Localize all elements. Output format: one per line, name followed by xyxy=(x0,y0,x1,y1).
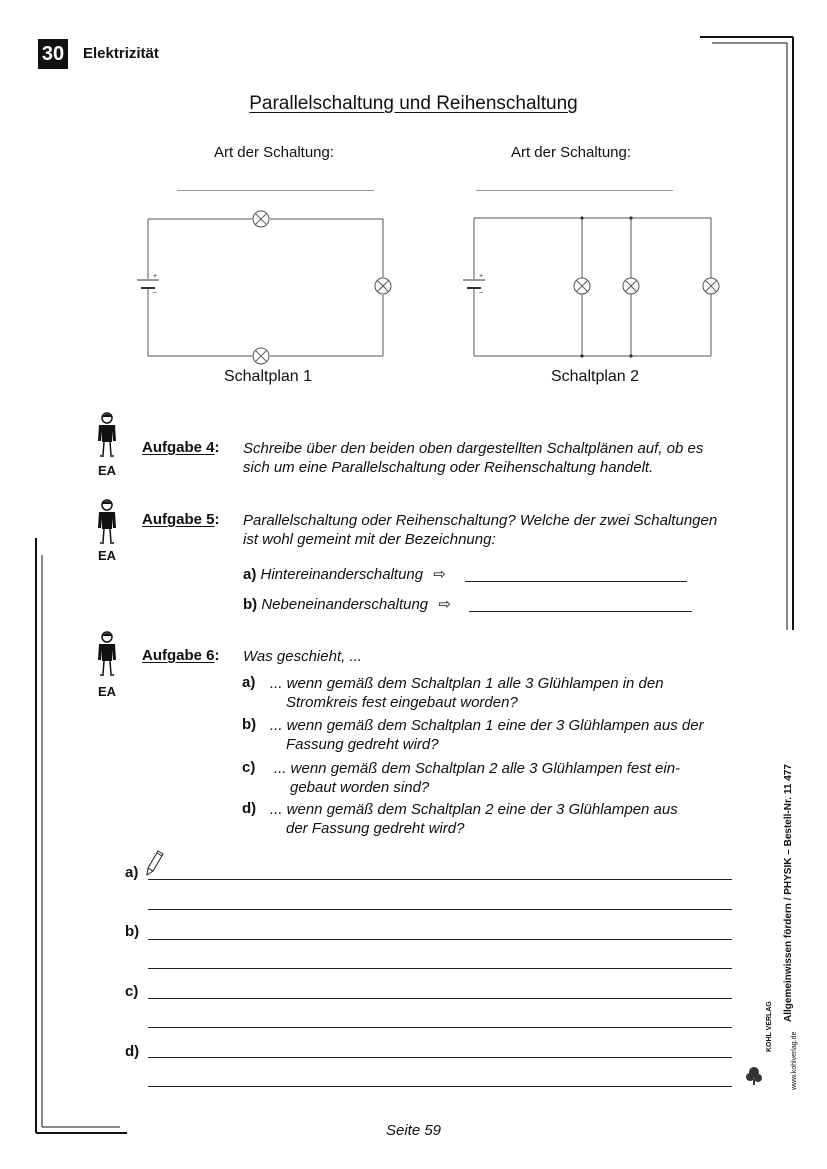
task-5-badge: EA xyxy=(97,548,117,563)
arrow-right-icon: ⇨ xyxy=(433,566,446,583)
circuit-caption-2: Schaltplan 2 xyxy=(550,368,640,385)
task-5-item-a-text: Hintereinanderschaltung xyxy=(260,566,424,583)
answer-label-c: c) xyxy=(125,983,139,1000)
art-label-2: Art der Schaltung: xyxy=(510,144,632,161)
battery-icon xyxy=(463,280,485,288)
lamp-icon xyxy=(623,278,639,294)
task-4-badge: EA xyxy=(97,463,117,478)
task-6-item-c-line-1: ... wenn gemäß dem Schaltplan 2 alle 3 Glühlampen fest ein- xyxy=(274,760,681,777)
circuit-diagram-1 xyxy=(130,205,400,370)
student-figure-icon xyxy=(94,630,120,678)
student-figure-icon xyxy=(94,498,120,546)
page-footer: Seite 59 xyxy=(385,1122,442,1139)
task-6-item-d-line-1: ... wenn gemäß dem Schaltplan 2 eine der 3 Glühlampen aus xyxy=(270,801,678,818)
battery-plus-label: + xyxy=(479,273,484,280)
lamp-icon xyxy=(574,278,590,294)
lamp-icon xyxy=(253,348,269,364)
battery-minus-label: – xyxy=(153,289,157,296)
task-4-label xyxy=(142,439,220,457)
task-5-text xyxy=(243,511,753,549)
side-order-text: Allgemeinwissen fördern / PHYSIK – Bestell-Nr. 11 477 xyxy=(783,764,794,1022)
arrow-right-icon: ⇨ xyxy=(438,596,451,613)
worksheet-title: Parallelschaltung und Reihenschaltung xyxy=(249,93,578,114)
pencil-icon xyxy=(145,849,167,877)
task-6-badge: EA xyxy=(97,684,117,699)
lamp-icon xyxy=(375,278,391,294)
answer-line[interactable] xyxy=(148,968,732,969)
task-6-item-a-text xyxy=(270,674,740,712)
task-5-item-a-letter: a) xyxy=(243,566,257,583)
art-answer-line-2[interactable] xyxy=(476,190,673,191)
task-4-text-line-1: Schreibe über den beiden oben dargestellten Schaltplänen auf, ob es xyxy=(243,440,704,457)
task-5-label xyxy=(142,511,220,529)
art-label-1: Art der Schaltung: xyxy=(213,144,335,161)
answer-line[interactable] xyxy=(148,879,732,880)
task-5-answer-a[interactable] xyxy=(465,581,687,582)
circuit-diagram-2 xyxy=(456,205,726,370)
student-figure-icon xyxy=(94,411,120,459)
circuit-caption-1: Schaltplan 1 xyxy=(223,368,313,385)
task-6-item-a-letter: a) xyxy=(242,674,256,691)
task-5-item-a xyxy=(243,565,446,584)
publisher-logo-text: KOHL VERLAG xyxy=(766,1001,773,1052)
task-5-answer-b[interactable] xyxy=(469,611,692,612)
task-5-item-b xyxy=(243,595,451,614)
lamp-icon xyxy=(703,278,719,294)
lamp-icon xyxy=(253,211,269,227)
task-4-colon: : xyxy=(214,439,220,456)
answer-line[interactable] xyxy=(148,998,732,999)
art-answer-line-1[interactable] xyxy=(177,190,374,191)
task-6-item-b-text xyxy=(270,716,750,754)
task-6-item-c-line-2: gebaut worden sind? xyxy=(290,779,430,796)
task-6-item-b-letter: b) xyxy=(242,716,257,733)
task-5-item-b-letter: b) xyxy=(243,596,258,613)
task-6-colon: : xyxy=(214,647,220,664)
task-6-item-c-letter: c) xyxy=(242,759,256,776)
answer-label-d: d) xyxy=(125,1043,140,1060)
answer-line[interactable] xyxy=(148,939,732,940)
task-6-text: Was geschieht, ... xyxy=(243,648,362,665)
task-4-text-line-2: sich um eine Parallelschaltung oder Reihenschaltung handelt. xyxy=(243,459,654,476)
task-6-label xyxy=(142,647,220,665)
task-5-label-text: Aufgabe 5 xyxy=(142,511,215,528)
task-5-text-line-1: Parallelschaltung oder Reihenschaltung? Welche der zwei Schaltungen xyxy=(243,512,718,529)
battery-minus-label: – xyxy=(479,289,483,296)
answer-label-a: a) xyxy=(125,864,139,881)
task-6-item-a-line-1: ... wenn gemäß dem Schaltplan 1 alle 3 Glühlampen in den xyxy=(270,675,664,692)
task-6-item-a-line-2: Stromkreis fest eingebaut worden? xyxy=(286,694,518,711)
task-6-item-d-text xyxy=(270,800,740,838)
answer-line[interactable] xyxy=(148,909,732,910)
answer-line[interactable] xyxy=(148,1057,732,1058)
task-5-item-b-text: Nebeneinanderschaltung xyxy=(261,596,429,613)
task-6-label-text: Aufgabe 6 xyxy=(142,647,215,664)
subject-heading: Elektrizität xyxy=(83,45,159,62)
answer-line[interactable] xyxy=(148,1086,732,1087)
task-6-item-b-line-1: ... wenn gemäß dem Schaltplan 1 eine der 3 Glühlampen aus der xyxy=(270,717,704,734)
page-number: 30 xyxy=(38,39,68,69)
task-4-label-text: Aufgabe 4 xyxy=(142,439,215,456)
publisher-logo-icon xyxy=(744,1064,764,1086)
task-6-item-c-text xyxy=(274,759,744,797)
task-6-item-b-line-2: Fassung gedreht wird? xyxy=(286,736,439,753)
task-5-text-line-2: ist wohl gemeint mit der Bezeichnung: xyxy=(243,531,496,548)
task-5-colon: : xyxy=(214,511,220,528)
task-6-item-d-line-2: der Fassung gedreht wird? xyxy=(286,820,465,837)
task-4-text xyxy=(243,439,743,477)
answer-label-b: b) xyxy=(125,923,140,940)
battery-icon xyxy=(137,280,159,288)
task-6-item-d-letter: d) xyxy=(242,800,257,817)
side-url: www.kohlverlag.de xyxy=(791,1031,798,1090)
battery-plus-label: + xyxy=(153,273,158,280)
answer-line[interactable] xyxy=(148,1027,732,1028)
